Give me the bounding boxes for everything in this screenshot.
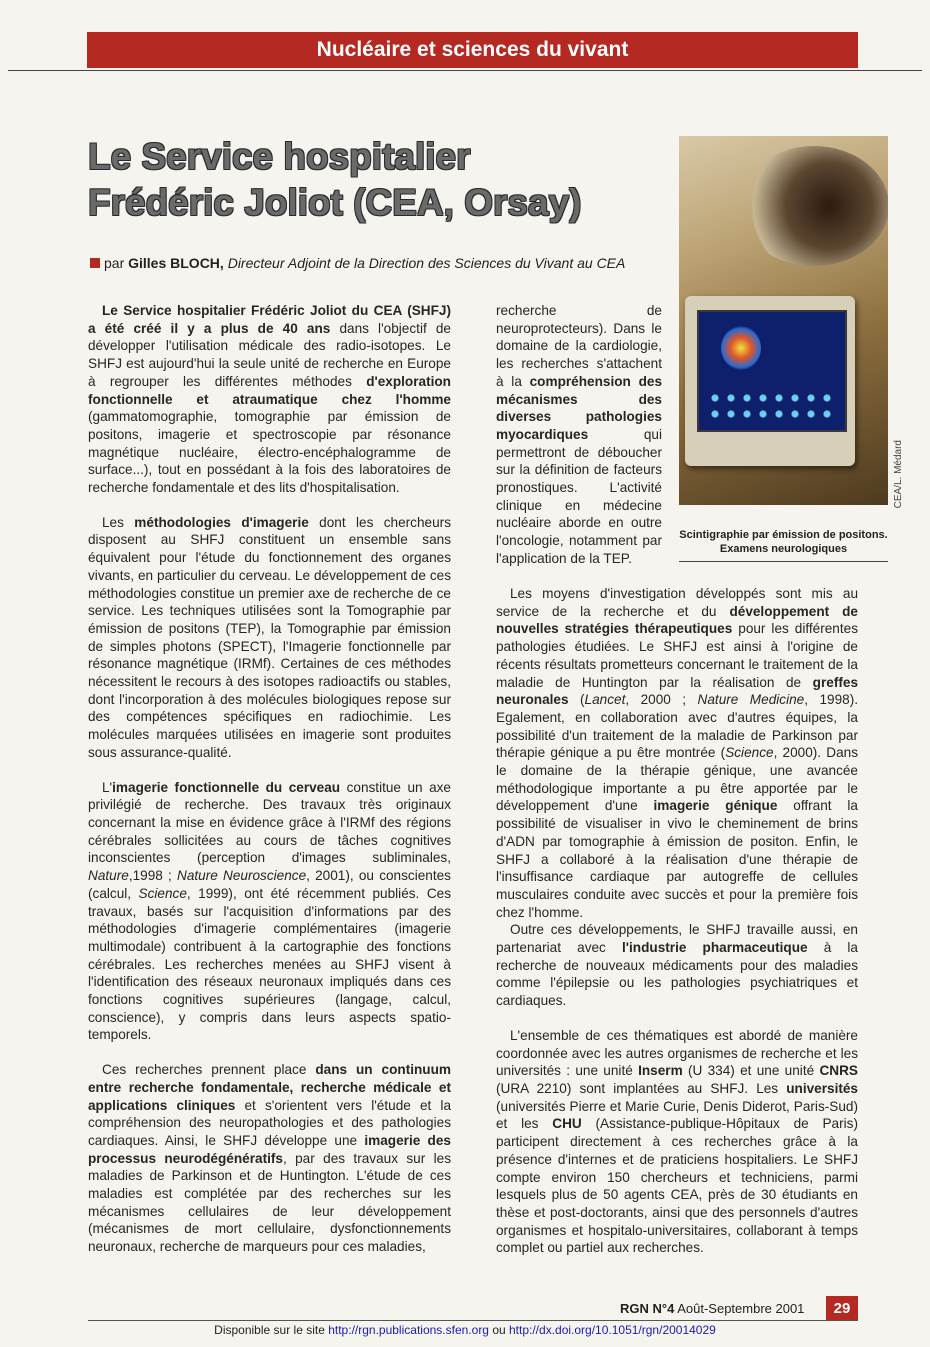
text: et s'orientent vers l'étude et la compréhension des neuropathologies et des pathologies cardiaques. Ainsi, le SHFJ développe une <box>88 1097 451 1148</box>
availability-line <box>0 1323 930 1337</box>
journal-issue: Août-Septembre 2001 <box>674 1301 805 1316</box>
link-doi[interactable]: http://dx.doi.org/10.1051/rgn/20014029 <box>509 1323 716 1337</box>
byline-prefix: par <box>104 255 125 271</box>
text: qui permettront de déboucher sur la définition de facteurs pronostiques. L'activité clinique en médecine nucléaire aborde en outre l'oncologie, notamment par l'application de la TEP. <box>496 426 662 566</box>
text: Les moyens d'investigation développés sont mis au service de la recherche et du <box>496 586 858 619</box>
title-line-2: Frédéric Joliot (CEA, Orsay) <box>88 182 582 223</box>
text-bold: compréhension des mécanismes des diverses pathologies myocardiques <box>496 373 663 442</box>
availability-or: ou <box>488 1323 509 1337</box>
text-italic: Nature Neuroscience <box>177 868 307 884</box>
text-bold: universités <box>786 1080 858 1096</box>
scintigraphy-photo <box>679 136 888 505</box>
text: ( <box>568 692 585 708</box>
paragraph-continuum <box>88 1061 451 1256</box>
text: offrant la possibilité de visualiser in vivo le cheminement de brins d'ADN par tomographie à émission de positon. Enfin, le SHFJ a collaboré à la réalisation d'une thérapie de l'insuffisance cardiaque par autogreffe de cellules musculaires conduite avec succès et pour la première fois chez l'homme. <box>496 798 858 920</box>
text: ,1998 ; <box>128 868 178 884</box>
article-title <box>88 134 688 226</box>
text-bold: méthodologies d'imagerie <box>134 514 309 530</box>
paragraph-organization <box>496 1027 858 1257</box>
text: recherche de neuroprotecteurs). Dans le domaine de la cardiologie, les recherches s'attachent à la <box>496 303 662 389</box>
column-left <box>88 302 451 1256</box>
text-italic: Science <box>138 885 187 901</box>
paragraph-methodologies <box>88 514 451 762</box>
text-bold: imagerie des processus neurodégénératifs <box>88 1132 451 1166</box>
text: pour les différentes pathologies étudiées. Le SHFJ est ainsi à l'origine de récents résultats prometteurs concernant le traitement de la maladie de Huntington par la réalisation de <box>496 621 858 690</box>
paragraph-brain-imaging <box>88 779 451 1045</box>
column-right <box>496 585 858 1257</box>
text: , 1998). Egalement, en collaboration avec d'autres équipes, la possibilité d'un traitement de la maladie de Parkinson par thérapie génique a pu être montrée ( <box>496 692 859 761</box>
journal-name: RGN N°4 <box>620 1301 675 1316</box>
text: (U 334) et une unité <box>682 1063 820 1079</box>
journal-reference <box>620 1301 804 1316</box>
bullet-square-icon <box>90 258 100 268</box>
text-italic: Nature <box>88 868 129 884</box>
availability-prefix: Disponible sur le site <box>214 1323 329 1337</box>
scanner-image <box>739 146 888 266</box>
byline <box>90 255 680 271</box>
column-middle <box>496 302 662 568</box>
text: Outre ces développements, le SHFJ travaille aussi, en partenariat avec <box>496 922 858 956</box>
section-banner <box>87 32 858 68</box>
monitor-image <box>685 296 855 466</box>
text-bold: imagerie génique <box>653 798 778 814</box>
text-italic: Lancet <box>584 692 626 708</box>
photo-credit: CEA/L. Médard <box>893 440 904 509</box>
text-bold: l'industrie pharmaceutique <box>622 940 808 956</box>
text-bold: CNRS <box>819 1063 858 1079</box>
text-bold: greffes neuronales <box>496 674 858 708</box>
text: (universités Pierre et Marie Curie, Denis Diderot, Paris-Sud) et les <box>496 1098 858 1132</box>
text: L'ensemble de ces thématiques est abordé de manière coordonnée avec les autres organismes de recherche et les universités : une unité <box>496 1027 858 1079</box>
text: dont les chercheurs disposent au SHFJ constituent un ensemble sans équivalent pour l'étude du fonctionnement des organes vivants, en particulier du cerveau. Le développement de ces méthodologies constitue un premier axe de recherche de ce service. Les techniques utilisées sont la Tomographie par émission de positons (TEP), la Tomographie par émission de simples photons (SPECT), l'Imagerie fonctionnelle par résonance magnétique (IRMf). Certaines de ces méthodes nécessitent le recours à des isotopes radioactifs ou stables, dont l'incorporation à des molécules biologiques repose sur des compétences spécifiques en radiochimie. Les molécules marquées utilisées en imagerie sont produites sous assurance-qualité. <box>88 514 451 760</box>
footer-rule <box>88 1320 858 1321</box>
text: Ces recherches prennent place <box>102 1062 316 1078</box>
caption-line-2: Examens neurologiques <box>719 543 848 555</box>
text: (gammatomographie, tomographie par émission de positons, imagerie et spectroscopie par résonance magnétique nucléaire, électro-encéphalogramme de surface...), tout en possédant à la fois des laboratoires de recherche fondamentale et des lits d'hospitalisation. <box>88 409 451 496</box>
text: , 2000). Dans le domaine de la thérapie génique, une avancée méthodologique importante a pu être apportée par le développement d'une <box>496 745 859 814</box>
section-title: Nucléaire et sciences du vivant <box>316 38 629 61</box>
text-bold: dans un continuum entre recherche fondamentale, recherche médicale et applications cliniques <box>88 1062 451 1113</box>
text: , 2000 ; <box>625 692 698 708</box>
text: , 1999), ont été récemment publiés. Ces travaux, basés sur l'acquisition d'informations par des méthodologies d'imagerie complémentaires (imagerie multimodale) contribuent à la cartographie des fonctions cérébrales. Les recherches menées au SHFJ visent à l'identification des réseaux neuronaux impliqués dans ces fonctions cognitives supérieures (langage, calcul, conscience), y compris dans leurs aspects spatio-temporels. <box>88 885 451 1043</box>
text: L' <box>102 779 113 795</box>
page-number: 29 <box>826 1296 858 1320</box>
text: dans l'objectif de développer l'utilisation médicale des radio-isotopes. Le SHFJ est aujourd'hui la seule unité de recherche en Europe à regrouper les différentes méthodes <box>88 320 451 389</box>
text: (Assistance-publique-Hôpitaux de Paris) participent directement à ces recherches grâce à la présence d'internes et de praticiens hospitaliers. Le SHFJ compte environ 150 chercheurs et techniciens, parmi lesquels plus de 50 agents CEA, près de 30 étudiants en thèse et post-doctorants, ainsi que des personnels d'autres organismes et hospitalo-universitaires, collaborant à temps complet ou partiel aux recherches. <box>496 1116 858 1256</box>
caption-line-1: Scintigraphie par émission de positons. <box>679 529 888 541</box>
text-bold: Inserm <box>638 1063 683 1079</box>
paragraph-therapeutics <box>496 585 858 921</box>
text: Les <box>102 514 135 530</box>
caption-rule <box>679 561 888 562</box>
text-bold: CHU <box>552 1116 582 1132</box>
text: , 2001), ou conscientes (calcul, <box>88 868 451 901</box>
text: , par des travaux sur les maladies de Parkinson et de Huntington. L'étude de ces maladies est complétée par des recherches sur les mécanismes cellulaires de leur développement (mécanismes de mort cellulaire, dysfonctionnements neuronaux, recherche de marqueurs pour ces maladies, <box>88 1150 451 1255</box>
figure-caption <box>679 528 888 556</box>
link-rgn-site[interactable]: http://rgn.publications.sfen.org <box>328 1323 489 1337</box>
monitor-screen <box>697 310 847 432</box>
header-rule <box>8 70 922 71</box>
brain-scan-image <box>721 326 761 370</box>
text: à la recherche de nouveaux médicaments pour des maladies comme l'épilepsie ou les pathologies psychiatriques et cardiaques. <box>496 940 858 1009</box>
text-italic: Science <box>725 745 774 761</box>
text-italic: Nature Medicine <box>697 692 805 708</box>
text-bold: développement de nouvelles stratégies thérapeutiques <box>496 603 858 637</box>
author-name: Gilles BLOCH, <box>128 255 224 271</box>
paragraph-industry <box>496 921 858 1010</box>
text-bold: Le Service hospitalier Frédéric Joliot du CEA (SHFJ) a été créé il y a plus de 40 ans <box>88 303 451 336</box>
text-bold: d'exploration fonctionnelle et atraumatique chez l'homme <box>88 373 451 407</box>
title-line-1: Le Service hospitalier <box>88 136 471 177</box>
text: (URA 2210) sont implantées au SHFJ. Les <box>496 1080 787 1096</box>
paragraph-cardiology <box>496 302 662 568</box>
text-bold: imagerie fonctionnelle du cerveau <box>112 779 341 795</box>
scan-slices-image <box>707 390 837 422</box>
paragraph-intro <box>88 302 451 497</box>
text: constitue un axe privilégié de recherche. Des travaux très originaux concernant la mise en évidence grâce à l'IRMf des régions cérébrales sollicitées au cours de tâches cognitives inconscientes (perception d'images subliminales, <box>88 779 451 866</box>
author-role: Directeur Adjoint de la Direction des Sciences du Vivant au CEA <box>227 255 626 271</box>
